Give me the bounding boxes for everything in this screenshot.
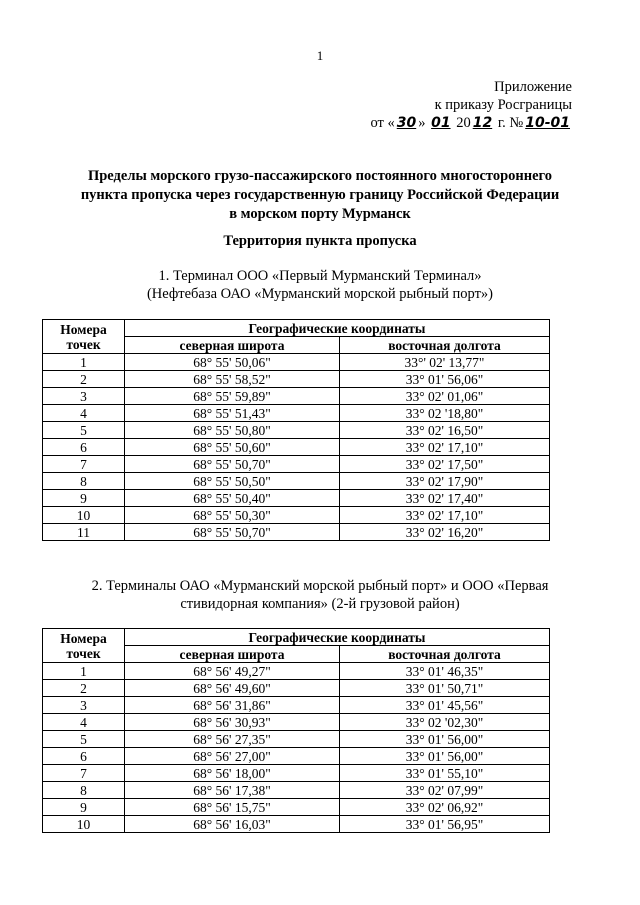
- appendix-line2: к приказу Росграницы: [434, 97, 572, 113]
- header-latitude: северная широта: [125, 337, 340, 354]
- latitude-cell: 68° 56' 17,38": [125, 782, 340, 799]
- coordinates-table-1: [42, 319, 550, 541]
- table-row: [43, 765, 550, 782]
- longitude-cell: 33° 02' 17,10": [340, 507, 550, 524]
- table-row: [43, 714, 550, 731]
- table-row: [43, 507, 550, 524]
- point-number-cell: 8: [43, 473, 125, 490]
- latitude-cell: 68° 56' 49,27": [125, 663, 340, 680]
- point-number-cell: 3: [43, 697, 125, 714]
- table-row: [43, 748, 550, 765]
- longitude-cell: 33° 02' 17,50": [340, 456, 550, 473]
- appendix-year-prefix: 20: [456, 115, 471, 131]
- table-row: [43, 782, 550, 799]
- latitude-cell: 68° 56' 27,35": [125, 731, 340, 748]
- table-row: [43, 697, 550, 714]
- longitude-cell: 33° 01' 55,10": [340, 765, 550, 782]
- table-row: [43, 388, 550, 405]
- point-number-cell: 1: [43, 663, 125, 680]
- longitude-cell: 33° 02' 17,10": [340, 439, 550, 456]
- table-row: [43, 371, 550, 388]
- longitude-cell: 33° 01' 56,00": [340, 731, 550, 748]
- handwritten-order-number: 10-01: [525, 115, 570, 131]
- table-row: [43, 731, 550, 748]
- latitude-cell: 68° 55' 51,43": [125, 405, 340, 422]
- title-line3: в морском порту Мурманск: [229, 206, 411, 222]
- table-row: [43, 405, 550, 422]
- table-row: [43, 663, 550, 680]
- latitude-cell: 68° 55' 50,30": [125, 507, 340, 524]
- latitude-cell: 68° 55' 59,89": [125, 388, 340, 405]
- longitude-cell: 33° 01' 50,71": [340, 680, 550, 697]
- header-point-number: Номера точек: [43, 629, 125, 663]
- point-number-cell: 2: [43, 371, 125, 388]
- longitude-cell: 33° 02' 07,99": [340, 782, 550, 799]
- latitude-cell: 68° 55' 58,52": [125, 371, 340, 388]
- point-number-cell: 4: [43, 714, 125, 731]
- longitude-cell: 33° 01' 56,06": [340, 371, 550, 388]
- table-row: [43, 456, 550, 473]
- latitude-cell: 68° 55' 50,50": [125, 473, 340, 490]
- header-geo-coordinates: Географические координаты: [125, 320, 550, 337]
- longitude-cell: 33° 02' 16,20": [340, 524, 550, 541]
- latitude-cell: 68° 56' 31,86": [125, 697, 340, 714]
- latitude-cell: 68° 55' 50,70": [125, 524, 340, 541]
- point-number-cell: 2: [43, 680, 125, 697]
- coordinates-table-2: [42, 628, 550, 833]
- title-line2: пункта пропуска через государственную границу Российской Федерации: [80, 187, 560, 203]
- latitude-cell: 68° 56' 30,93": [125, 714, 340, 731]
- point-number-cell: 4: [43, 405, 125, 422]
- point-number-cell: 7: [43, 765, 125, 782]
- document-title: [40, 167, 600, 224]
- longitude-cell: 33° 02' 01,06": [340, 388, 550, 405]
- longitude-cell: 33° 02' 17,40": [340, 490, 550, 507]
- table-row: [43, 439, 550, 456]
- longitude-cell: 33° 02 '18,80": [340, 405, 550, 422]
- appendix-line1: Приложение: [494, 79, 572, 95]
- point-number-cell: 5: [43, 422, 125, 439]
- section2-heading: [40, 577, 600, 613]
- table-row: [43, 680, 550, 697]
- latitude-cell: 68° 55' 50,06": [125, 354, 340, 371]
- longitude-cell: 33° 01' 56,00": [340, 748, 550, 765]
- table-row: [43, 422, 550, 439]
- point-number-cell: 9: [43, 799, 125, 816]
- latitude-cell: 68° 56' 49,60": [125, 680, 340, 697]
- longitude-cell: 33° 01' 56,95": [340, 816, 550, 833]
- page-number: 1: [316, 48, 324, 63]
- appendix-date-prefix: от «: [370, 115, 395, 131]
- latitude-cell: 68° 55' 50,80": [125, 422, 340, 439]
- longitude-cell: 33° 02' 17,90": [340, 473, 550, 490]
- longitude-cell: 33°' 02' 13,77": [340, 354, 550, 371]
- point-number-cell: 3: [43, 388, 125, 405]
- header-longitude: восточная долгота: [340, 337, 550, 354]
- point-number-cell: 6: [43, 748, 125, 765]
- appendix-year-label: г. №: [497, 115, 524, 131]
- point-number-cell: 11: [43, 524, 125, 541]
- table-row: [43, 799, 550, 816]
- longitude-cell: 33° 02' 06,92": [340, 799, 550, 816]
- point-number-cell: 10: [43, 816, 125, 833]
- latitude-cell: 68° 56' 18,00": [125, 765, 340, 782]
- header-longitude: восточная долгота: [340, 646, 550, 663]
- table-row: [43, 816, 550, 833]
- handwritten-year: 12: [472, 115, 493, 131]
- point-number-cell: 6: [43, 439, 125, 456]
- latitude-cell: 68° 56' 15,75": [125, 799, 340, 816]
- point-number-cell: 9: [43, 490, 125, 507]
- longitude-cell: 33° 01' 45,56": [340, 697, 550, 714]
- header-latitude: северная широта: [125, 646, 340, 663]
- latitude-cell: 68° 56' 27,00": [125, 748, 340, 765]
- point-number-cell: 5: [43, 731, 125, 748]
- table-row: [43, 490, 550, 507]
- latitude-cell: 68° 55' 50,40": [125, 490, 340, 507]
- point-number-cell: 1: [43, 354, 125, 371]
- section2-line2: стивидорная компания» (2-й грузовой район): [180, 596, 460, 612]
- appendix-block: [370, 78, 572, 132]
- table-row: [43, 473, 550, 490]
- header-point-number: Номера точек: [43, 320, 125, 354]
- table-row: [43, 354, 550, 371]
- handwritten-day: 30: [396, 115, 417, 131]
- appendix-line3: [370, 114, 572, 132]
- section1-line1: 1. Терминал ООО «Первый Мурманский Терминал»: [158, 268, 482, 284]
- section1-line2: (Нефтебаза ОАО «Мурманский морской рыбный порт»): [146, 286, 494, 302]
- point-number-cell: 7: [43, 456, 125, 473]
- title-line1: Пределы морского грузо-пассажирского постоянного многостороннего: [87, 168, 553, 184]
- latitude-cell: 68° 56' 16,03": [125, 816, 340, 833]
- longitude-cell: 33° 02' 16,50": [340, 422, 550, 439]
- appendix-quote-close: »: [418, 115, 426, 131]
- section2-line1: 2. Терминалы ОАО «Мурманский морской рыбный порт» и ООО «Первая: [91, 578, 549, 594]
- longitude-cell: 33° 02 '02,30": [340, 714, 550, 731]
- header-geo-coordinates: Географические координаты: [125, 629, 550, 646]
- latitude-cell: 68° 55' 50,60": [125, 439, 340, 456]
- table-row: [43, 524, 550, 541]
- handwritten-month: 01: [431, 115, 451, 131]
- point-number-cell: 8: [43, 782, 125, 799]
- latitude-cell: 68° 55' 50,70": [125, 456, 340, 473]
- section-title: Территория пункта пропуска: [223, 233, 417, 249]
- longitude-cell: 33° 01' 46,35": [340, 663, 550, 680]
- section1-heading: [40, 267, 600, 303]
- point-number-cell: 10: [43, 507, 125, 524]
